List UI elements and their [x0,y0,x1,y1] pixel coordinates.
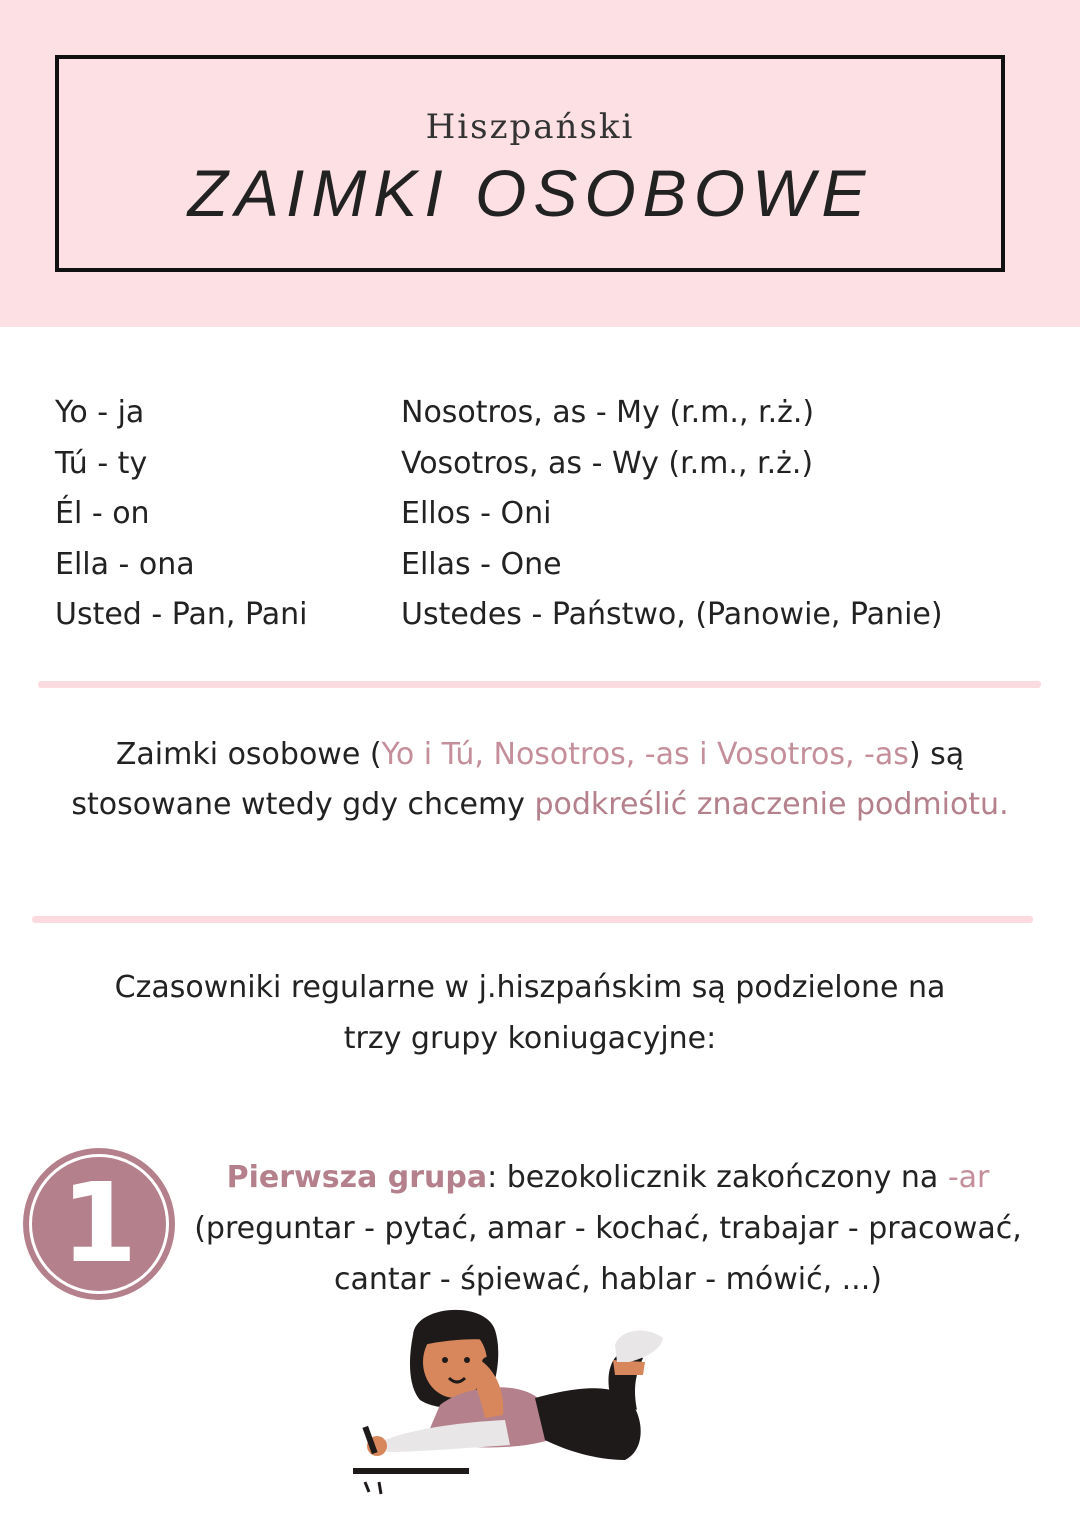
pronoun-row [55,439,1055,490]
note-text: Zaimki osobowe ( [115,737,382,772]
note-text: ) są stosowane wtedy gdy chcemy [71,737,965,822]
pronoun-row [55,590,1055,641]
page-subtitle: Hiszpański [425,107,635,147]
pronoun-plural: Nosotros, as - My (r.m., r.ż.) [401,395,815,430]
group-ending: -ar [947,1160,990,1195]
group-text: (preguntar - pytać, amar - kochać, trabajar - pracować, cantar - śpiewać, hablar - mówić, ...) [194,1211,1022,1297]
pronoun-plural: Ustedes - Państwo, (Panowie, Panie) [401,597,943,632]
conjugation-intro: Czasowniki regularne w j.hiszpańskim są podzielone na trzy grupy koniugacyjne: [114,970,946,1056]
note-highlight: Yo i Tú, Nosotros, -as i Vosotros, -as [381,737,909,772]
pronoun-row [55,540,1055,591]
note-highlight: podkreślić znaczenie podmiotu. [534,787,1009,822]
girl-lying-writing-illustration [345,1300,675,1500]
title-box [55,55,1005,272]
section-divider [32,916,1033,923]
badge-number: 1 [60,1159,138,1287]
section-divider [38,681,1041,688]
pronoun-singular: Él - on [55,496,150,531]
page-title: ZAIMKI OSOBOWE [187,156,873,230]
group-label: Pierwsza grupa [226,1160,488,1195]
pronoun-row [55,489,1055,540]
pronoun-table [55,388,1055,641]
usage-note [40,730,1040,830]
pronoun-row [55,388,1055,439]
pronoun-singular: Usted - Pan, Pani [55,597,308,632]
group-text: : bezokolicznik zakończony na [487,1160,948,1195]
group-number-badge [23,1148,175,1300]
pronoun-singular: Tú - ty [55,445,148,481]
pronoun-singular: Yo - ja [55,395,145,430]
pronoun-plural: Ellos - Oni [401,496,552,531]
group-description [178,1152,1038,1305]
pronoun-plural: Vosotros, as - Wy (r.m., r.ż.) [401,445,814,481]
pronoun-plural: Ellas - One [401,546,562,582]
header-band [0,0,1080,327]
pronoun-singular: Ella - ona [55,546,195,582]
